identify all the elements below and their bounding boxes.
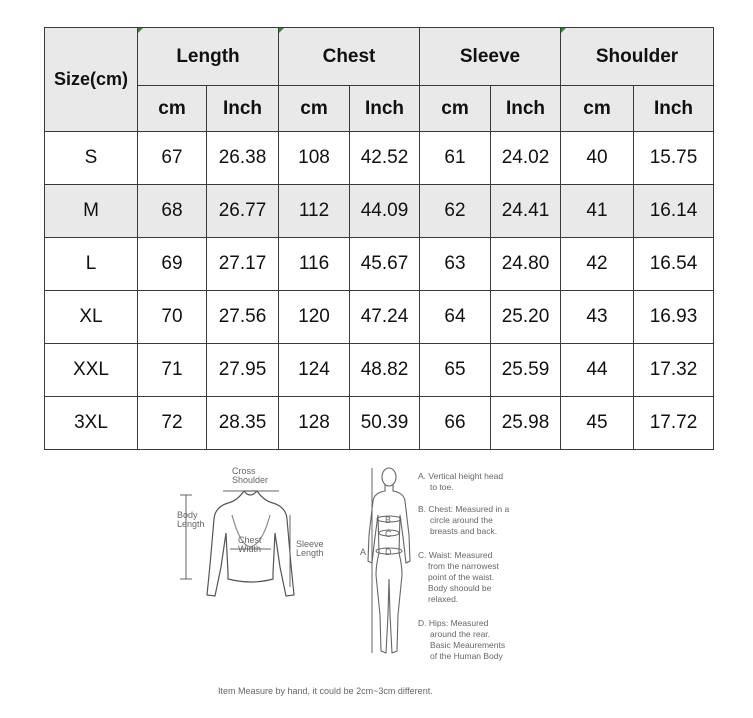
size-cell: XXL xyxy=(45,344,138,397)
body-length-label: Length xyxy=(177,519,205,529)
table-cell: 69 xyxy=(138,238,207,291)
marker-c: C xyxy=(385,529,392,539)
table-cell: 43 xyxy=(561,291,634,344)
table-cell: 44.09 xyxy=(350,185,420,238)
note-line: to toe. xyxy=(430,482,454,492)
measurement-diagram xyxy=(0,455,753,718)
cross-shoulder-label: Shoulder xyxy=(232,475,269,485)
note-line: point of the waist. xyxy=(428,572,495,582)
note-line: C. Waist: Measured xyxy=(418,550,493,560)
unit-header: cm xyxy=(138,86,207,132)
table-cell: 65 xyxy=(420,344,491,397)
note-line: from the narrowest xyxy=(428,561,499,571)
size-cell: 3XL xyxy=(45,397,138,450)
table-cell: 16.14 xyxy=(634,185,714,238)
note-line: D. Hips: Measured xyxy=(418,618,489,628)
table-cell: 47.24 xyxy=(350,291,420,344)
table-cell: 15.75 xyxy=(634,132,714,185)
table-cell: 40 xyxy=(561,132,634,185)
table-cell: 27.56 xyxy=(207,291,279,344)
table-cell: 70 xyxy=(138,291,207,344)
table-cell: 62 xyxy=(420,185,491,238)
table-row xyxy=(45,132,714,185)
group-header-row xyxy=(45,28,714,86)
size-cell: L xyxy=(45,238,138,291)
table-cell: 67 xyxy=(138,132,207,185)
table-cell: 112 xyxy=(279,185,350,238)
unit-header: Inch xyxy=(491,86,561,132)
table-cell: 50.39 xyxy=(350,397,420,450)
table-cell: 61 xyxy=(420,132,491,185)
sweater-neckline xyxy=(244,491,257,495)
footnote: Item Measure by hand, it could be 2cm~3cm different. xyxy=(218,686,433,696)
table-cell: 72 xyxy=(138,397,207,450)
note-line: A. Vertical height head xyxy=(418,471,504,481)
size-chart-table xyxy=(44,27,714,450)
marker-b: B xyxy=(385,515,392,525)
table-cell: 48.82 xyxy=(350,344,420,397)
size-header: Size(cm) xyxy=(45,28,138,132)
chest-header: Chest xyxy=(279,28,420,86)
unit-header: cm xyxy=(561,86,634,132)
table-cell: 45.67 xyxy=(350,238,420,291)
table-cell: 108 xyxy=(279,132,350,185)
shoulder-header: Shoulder xyxy=(561,28,714,86)
table-cell: 24.80 xyxy=(491,238,561,291)
sleeve-header: Sleeve xyxy=(420,28,561,86)
unit-header: Inch xyxy=(350,86,420,132)
table-cell: 44 xyxy=(561,344,634,397)
table-cell: 68 xyxy=(138,185,207,238)
table-cell: 27.95 xyxy=(207,344,279,397)
unit-header: Inch xyxy=(634,86,714,132)
table-cell: 42 xyxy=(561,238,634,291)
table-row xyxy=(45,344,714,397)
note-line: B. Chest: Measured in a xyxy=(418,504,510,514)
size-cell: M xyxy=(45,185,138,238)
sleeve-length-label: Sleeve xyxy=(296,539,324,549)
table-cell: 17.72 xyxy=(634,397,714,450)
table-row xyxy=(45,397,714,450)
body-length-label: Body xyxy=(177,510,198,520)
size-cell: XL xyxy=(45,291,138,344)
table-cell: 27.17 xyxy=(207,238,279,291)
table-cell: 45 xyxy=(561,397,634,450)
table-cell: 26.77 xyxy=(207,185,279,238)
table-cell: 41 xyxy=(561,185,634,238)
table-cell: 63 xyxy=(420,238,491,291)
table-cell: 25.98 xyxy=(491,397,561,450)
length-header: Length xyxy=(138,28,279,86)
marker-d: D xyxy=(385,547,392,557)
table-cell: 25.20 xyxy=(491,291,561,344)
chest-width-label: Width xyxy=(238,544,262,554)
chest-width-label: Chest xyxy=(238,535,262,545)
table-cell: 124 xyxy=(279,344,350,397)
unit-header-row xyxy=(45,86,714,132)
table-cell: 42.52 xyxy=(350,132,420,185)
table-cell: 64 xyxy=(420,291,491,344)
table-cell: 16.93 xyxy=(634,291,714,344)
body-figure-icon xyxy=(368,468,410,653)
table-cell: 24.02 xyxy=(491,132,561,185)
note-line: Body shoould be xyxy=(428,583,492,593)
note-line: breasts and back. xyxy=(430,526,498,536)
table-cell: 16.54 xyxy=(634,238,714,291)
unit-header: cm xyxy=(279,86,350,132)
cross-shoulder-label: Cross xyxy=(232,466,256,476)
table-cell: 66 xyxy=(420,397,491,450)
table-cell: 17.32 xyxy=(634,344,714,397)
table-cell: 26.38 xyxy=(207,132,279,185)
table-cell: 128 xyxy=(279,397,350,450)
table-cell: 116 xyxy=(279,238,350,291)
measurement-notes xyxy=(418,471,509,661)
note-line: relaxed. xyxy=(428,594,459,604)
marker-a: A xyxy=(360,547,367,557)
table-cell: 28.35 xyxy=(207,397,279,450)
table-row xyxy=(45,238,714,291)
note-line: around the rear. xyxy=(430,629,491,639)
table-row xyxy=(45,291,714,344)
table-cell: 24.41 xyxy=(491,185,561,238)
unit-header: Inch xyxy=(207,86,279,132)
table-cell: 71 xyxy=(138,344,207,397)
table-cell: 120 xyxy=(279,291,350,344)
size-cell: S xyxy=(45,132,138,185)
note-line: of the Human Body xyxy=(430,651,503,661)
unit-header: cm xyxy=(420,86,491,132)
table-row xyxy=(45,185,714,238)
note-line: circle around the xyxy=(430,515,493,525)
table-cell: 25.59 xyxy=(491,344,561,397)
note-line: Basic Meaurements xyxy=(430,640,506,650)
sleeve-length-label: Length xyxy=(296,548,324,558)
